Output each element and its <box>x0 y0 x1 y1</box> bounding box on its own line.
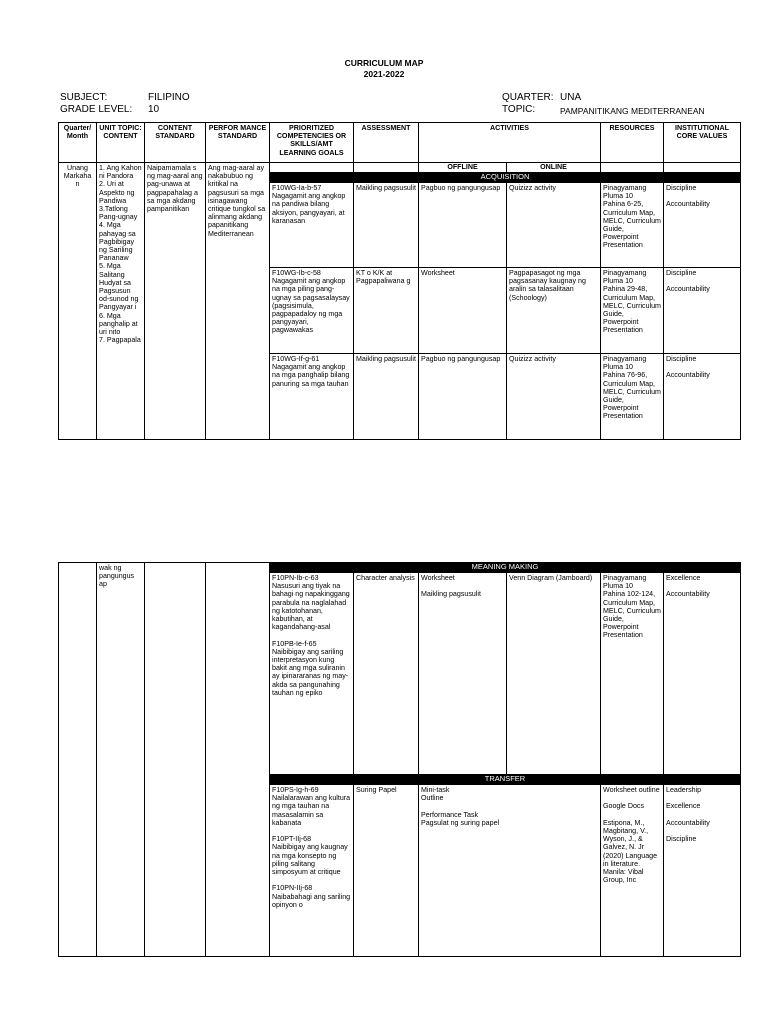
header-quarter: Quarter/ Month <box>59 123 97 163</box>
subject-value: FILIPINO <box>148 92 190 103</box>
header-assessment: ASSESSMENT <box>354 123 419 163</box>
offline-activity-cell: Pagbuo ng pangungusap <box>419 183 507 268</box>
subheader-blank <box>601 163 664 173</box>
doc-title: CURRICULUM MAP <box>344 58 424 68</box>
subheader-online: ONLINE <box>507 163 601 173</box>
online-activity-cell: Pagpapasagot ng mga pagsasanay kaugnay ng aralin sa talasalitaan (Schoology) <box>507 268 601 354</box>
offline-activity-cell: Worksheet Maikling pagsusulit <box>419 573 507 775</box>
header-core-values: INSTITUTIONAL CORE VALUES <box>664 123 741 163</box>
grade-label: GRADE LEVEL: <box>60 104 133 115</box>
unit-topic-cell: 1. Ang Kahon ni Pandora 2. Uri at Aspekto ng Pandiwa 3.Tatlong Pang-ugnay 4. Mga pahayag sa Pagbibigay ng Sariling Pananaw 5. Mga Salitang Hudyat sa Pagsusun od-sunod ng Pangyayar i 6. Mga panghalip at uri nito 7. Pagpapala <box>97 163 145 440</box>
performance-standard-cell: Ang mag-aaral ay nakabubuo ng kritikal na pagsusuri sa mga isinagawang critique tungkol sa alinmang akdang papanitikang Mediterranean <box>206 163 270 440</box>
quarter-month-cell-cont <box>59 563 97 957</box>
assessment-cell: Character analysis <box>354 573 419 775</box>
band-transfer: TRANSFER <box>270 775 741 785</box>
header-resources: RESOURCES <box>601 123 664 163</box>
content-standard-cell-cont <box>145 563 206 957</box>
resources-cell: Pinagyamang Pluma 10 Pahina 76-96, Curriculum Map, MELC, Curriculum Guide, Powerpoint Presentation <box>601 354 664 440</box>
quarter-month-cell: Unang Markaha n <box>59 163 97 440</box>
resources-cell: Pinagyamang Pluma 10 Pahina 102-124, Curriculum Map, MELC, Curriculum Guide, Powerpoint Presentation <box>601 573 664 775</box>
quarter-value: UNA <box>560 92 582 103</box>
band-acquisition: ACQUISITION <box>270 173 741 183</box>
curriculum-table-page2 <box>58 562 741 957</box>
online-activity-cell: Quizizz activity <box>507 354 601 440</box>
competency-cell: F10PN-Ib-c-63 Nasusuri ang tiyak na bahagi ng napakinggang parabula na naglalahad ng katotohanan, kabutihan, at kagandahang-asal F10PB-Ie-f-65 Naibibigay ang sariling interpretasyon kung bakit ang mga suliranin ay ipinararanas ng may-akda sa pangunahing tauhan ng epiko <box>270 573 354 775</box>
subject-label: SUBJECT: <box>60 92 108 103</box>
quarter-label: QUARTER: <box>502 92 554 103</box>
curriculum-table-page1 <box>58 122 741 440</box>
core-values-cell: Discipline Accountability <box>664 183 741 268</box>
band-meaning-making: MEANING MAKING <box>270 563 741 573</box>
doc-year: 2021-2022 <box>363 69 405 79</box>
header-performance-standard: PERFOR MANCE STANDARD <box>206 123 270 163</box>
assessment-cell: Suring Papel <box>354 785 419 957</box>
online-activity-cell: Venn Diagram (Jamboard) <box>507 573 601 775</box>
offline-activity-cell: Worksheet <box>419 268 507 354</box>
competency-cell: F10WG-Ia-b-57 Nagagamit ang angkop na pandiwa bilang aksiyon, pangyayari, at karanasan <box>270 183 354 268</box>
resources-cell: Pinagyamang Pluma 10 Pahina 6-25, Curriculum Map, MELC, Curriculum Guide, Powerpoint Presentation <box>601 183 664 268</box>
content-standard-cell: Naipamamala s ng mag-aaral ang pag-unawa at pagpapahalag a sa mga akdang pampanitikan <box>145 163 206 440</box>
core-values-cell: Discipline Accountability <box>664 354 741 440</box>
competency-cell: F10WG-If-g-61 Nagagamit ang angkop na mga panghalip bilang panuring sa mga tauhan <box>270 354 354 440</box>
topic-label: TOPIC: <box>502 104 536 115</box>
assessment-cell: Maikling pagsusulit <box>354 183 419 268</box>
offline-activity-cell: Pagbuo ng pangungusap <box>419 354 507 440</box>
subheader-offline: OFFLINE <box>419 163 507 173</box>
unit-topic-cell-cont: wak ng pangungus ap <box>97 563 145 957</box>
assessment-cell: KT o K/K at Pagpapaliwana g <box>354 268 419 354</box>
header-content-standard: CONTENT STANDARD <box>145 123 206 163</box>
resources-cell: Worksheet outline Google Docs Estipona, M., Magbitang, V., Wyson, J., & Galvez, N. Jr (2020) Language in literature. Manila: Vibal Group, Inc <box>601 785 664 957</box>
performance-standard-cell-cont <box>206 563 270 957</box>
core-values-cell: Discipline Accountability <box>664 268 741 354</box>
activities-cell: Mini-task Outline Performance Task Pagsulat ng suring papel <box>419 785 601 957</box>
header-competencies: PRIORITIZED COMPETENCIES OR SKILLS/AMT LEARNING GOALS <box>270 123 354 163</box>
assessment-cell: Maikling pagsusulit <box>354 354 419 440</box>
grade-value: 10 <box>148 104 160 115</box>
subheader-blank <box>354 163 419 173</box>
resources-cell: Pinagyamang Pluma 10 Pahina 29-48, Curriculum Map, MELC, Curriculum Guide, Powerpoint Presentation <box>601 268 664 354</box>
core-values-cell: Leadership Excellence Accountability Discipline <box>664 785 741 957</box>
online-activity-cell: Quizizz activity <box>507 183 601 268</box>
subheader-blank <box>270 163 354 173</box>
core-values-cell: Excellence Accountability <box>664 573 741 775</box>
header-activities: ACTIVITIES <box>419 123 601 163</box>
competency-cell: F10WG-Ib-c-58 Nagagamit ang angkop na mga piling pang-ugnay sa pagsasalaysay (pagsisimula, pagpapadaloy ng mga pangyayari, pagwawakas <box>270 268 354 354</box>
subheader-blank <box>664 163 741 173</box>
topic-value: PAMPANITIKANG MEDITERRANEAN <box>560 106 705 116</box>
competency-cell: F10PS-Ig-h-69 Nailalarawan ang kultura ng mga tauhan na masasalamin sa kabanata F10PT-IIj-68 Naibibigay ang kaugnay na mga konsepto ng piling salitang simposyum at critique F10PN-IIj-68 Naibabahagi ang sariling opinyon o <box>270 785 354 957</box>
header-unit-topic: UNIT TOPIC: CONTENT <box>97 123 145 163</box>
